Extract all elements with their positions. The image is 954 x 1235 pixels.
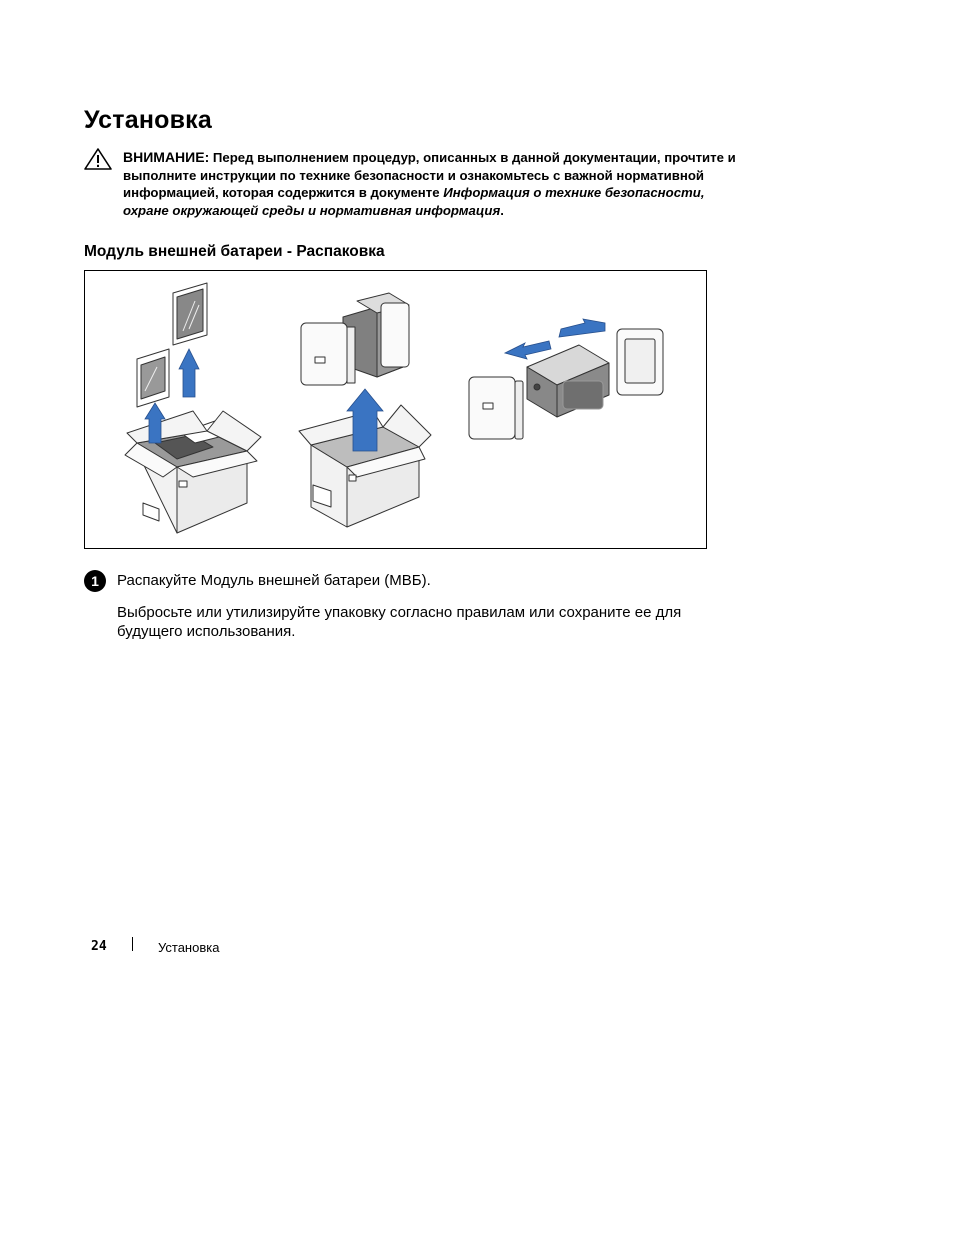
document-lower (137, 349, 169, 407)
warning-label: ВНИМАНИЕ: (123, 149, 210, 165)
arrow-up-1 (179, 349, 199, 397)
document-upper (173, 283, 207, 345)
warning-triangle-icon (84, 148, 112, 170)
section-title: Модуль внешней батареи - Распаковка (84, 243, 385, 260)
page-number: 24 (91, 939, 107, 954)
battery-module (527, 345, 609, 417)
page-title: Установка (84, 106, 212, 134)
warning-text: Перед выполнением процедур, описанных в данной документации, прочтите и выполните инструкции по технике безопасности и ознакомьтесь с важной нормативной информацией, которая содержится в документе (123, 150, 736, 200)
end-cap-left (469, 377, 523, 439)
warning-doc-title: Информация о технике безопасности, охране окружающей среды и нормативная информация (123, 185, 705, 218)
end-cap-right (617, 329, 663, 395)
unpacking-diagram (85, 271, 706, 548)
warning-end: . (500, 202, 504, 218)
step-instruction: Распакуйте Модуль внешней батареи (МВБ). (117, 572, 431, 589)
arrow-right (559, 319, 605, 337)
unpacking-illustration (84, 270, 707, 549)
warning-notice (123, 149, 743, 219)
step-detail: Выбросьте или утилизируйте упаковку согласно правилам или сохраните ее для будущего использования. (117, 604, 682, 640)
battery-module-with-end-caps (301, 293, 409, 385)
footer-divider (132, 937, 133, 951)
arrow-left (505, 341, 551, 359)
shipping-box-open (125, 411, 261, 533)
step-number-badge: 1 (84, 570, 106, 592)
footer-section: Установка (158, 940, 220, 955)
